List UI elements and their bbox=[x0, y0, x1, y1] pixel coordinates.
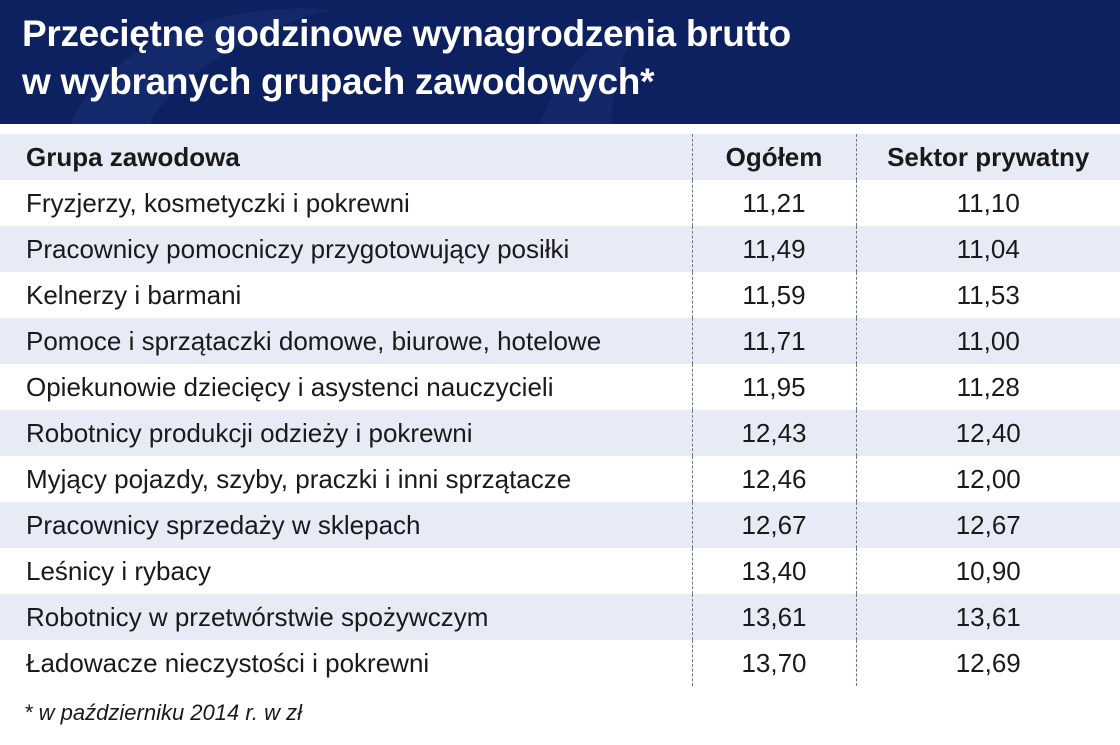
chart-title-line-1: Przeciętne godzinowe wynagrodzenia brutto bbox=[22, 13, 791, 54]
value-private: 11,04 bbox=[856, 226, 1120, 272]
value-total: 12,43 bbox=[692, 410, 856, 456]
value-total: 11,49 bbox=[692, 226, 856, 272]
row-label: Leśnicy i rybacy bbox=[26, 555, 211, 586]
table-row bbox=[0, 318, 1120, 364]
value-private: 12,67 bbox=[856, 502, 1120, 548]
value-private: 11,10 bbox=[856, 180, 1120, 226]
row-label: Opiekunowie dziecięcy i asystenci nauczycieli bbox=[26, 371, 554, 402]
row-label: Kelnerzy i barmani bbox=[26, 279, 242, 310]
row-label: Pracownicy pomocniczy przygotowujący posiłki bbox=[0, 226, 692, 272]
table-header-row bbox=[0, 134, 1120, 180]
column-header-group: Grupa zawodowa bbox=[0, 134, 692, 180]
value-private: 12,69 bbox=[856, 640, 1120, 686]
value-private: 11,00 bbox=[856, 318, 1120, 364]
value-private: 12,40 bbox=[856, 410, 1120, 456]
title-banner bbox=[0, 0, 1120, 124]
value-total: 11,95 bbox=[692, 364, 856, 410]
value-private: 13,61 bbox=[856, 594, 1120, 640]
table-row bbox=[0, 456, 1120, 502]
row-label: Pracownicy sprzedaży w sklepach bbox=[0, 502, 692, 548]
value-total: 12,46 bbox=[692, 456, 856, 502]
table-row bbox=[0, 272, 1120, 318]
row-label: Ładowacze nieczystości i pokrewni bbox=[26, 647, 430, 678]
value-private: 11,53 bbox=[856, 272, 1120, 318]
row-label: Pomoce i sprzątaczki domowe, biurowe, hotelowe bbox=[0, 318, 692, 364]
value-private: 10,90 bbox=[856, 548, 1120, 594]
value-total: 13,40 bbox=[692, 548, 856, 594]
row-label: Robotnicy w przetwórstwie spożywczym bbox=[0, 594, 692, 640]
chart-title bbox=[22, 10, 1100, 106]
column-header-private: Sektor prywatny bbox=[856, 134, 1120, 180]
value-private: 12,00 bbox=[856, 456, 1120, 502]
wage-table bbox=[0, 134, 1120, 686]
table-row bbox=[0, 180, 1120, 226]
header-separator bbox=[0, 124, 1120, 134]
table-row bbox=[0, 410, 1120, 456]
row-label: Robotnicy produkcji odzieży i pokrewni bbox=[0, 410, 692, 456]
footnote: * w październiku 2014 r. w zł bbox=[24, 700, 302, 725]
column-header-total: Ogółem bbox=[692, 134, 856, 180]
table-row bbox=[0, 594, 1120, 640]
value-total: 11,71 bbox=[692, 318, 856, 364]
value-total: 13,61 bbox=[692, 594, 856, 640]
chart-title-line-2: w wybranych grupach zawodowych* bbox=[22, 61, 655, 102]
value-total: 11,59 bbox=[692, 272, 856, 318]
row-label: Myjący pojazdy, szyby, praczki i inni sprzątacze bbox=[26, 463, 572, 494]
row-label: Fryzjerzy, kosmetyczki i pokrewni bbox=[26, 187, 410, 218]
table-row bbox=[0, 226, 1120, 272]
table-row bbox=[0, 640, 1120, 686]
value-total: 11,21 bbox=[692, 180, 856, 226]
table-row bbox=[0, 548, 1120, 594]
table-row bbox=[0, 364, 1120, 410]
value-private: 11,28 bbox=[856, 364, 1120, 410]
value-total: 12,67 bbox=[692, 502, 856, 548]
table-row bbox=[0, 502, 1120, 548]
value-total: 13,70 bbox=[692, 640, 856, 686]
